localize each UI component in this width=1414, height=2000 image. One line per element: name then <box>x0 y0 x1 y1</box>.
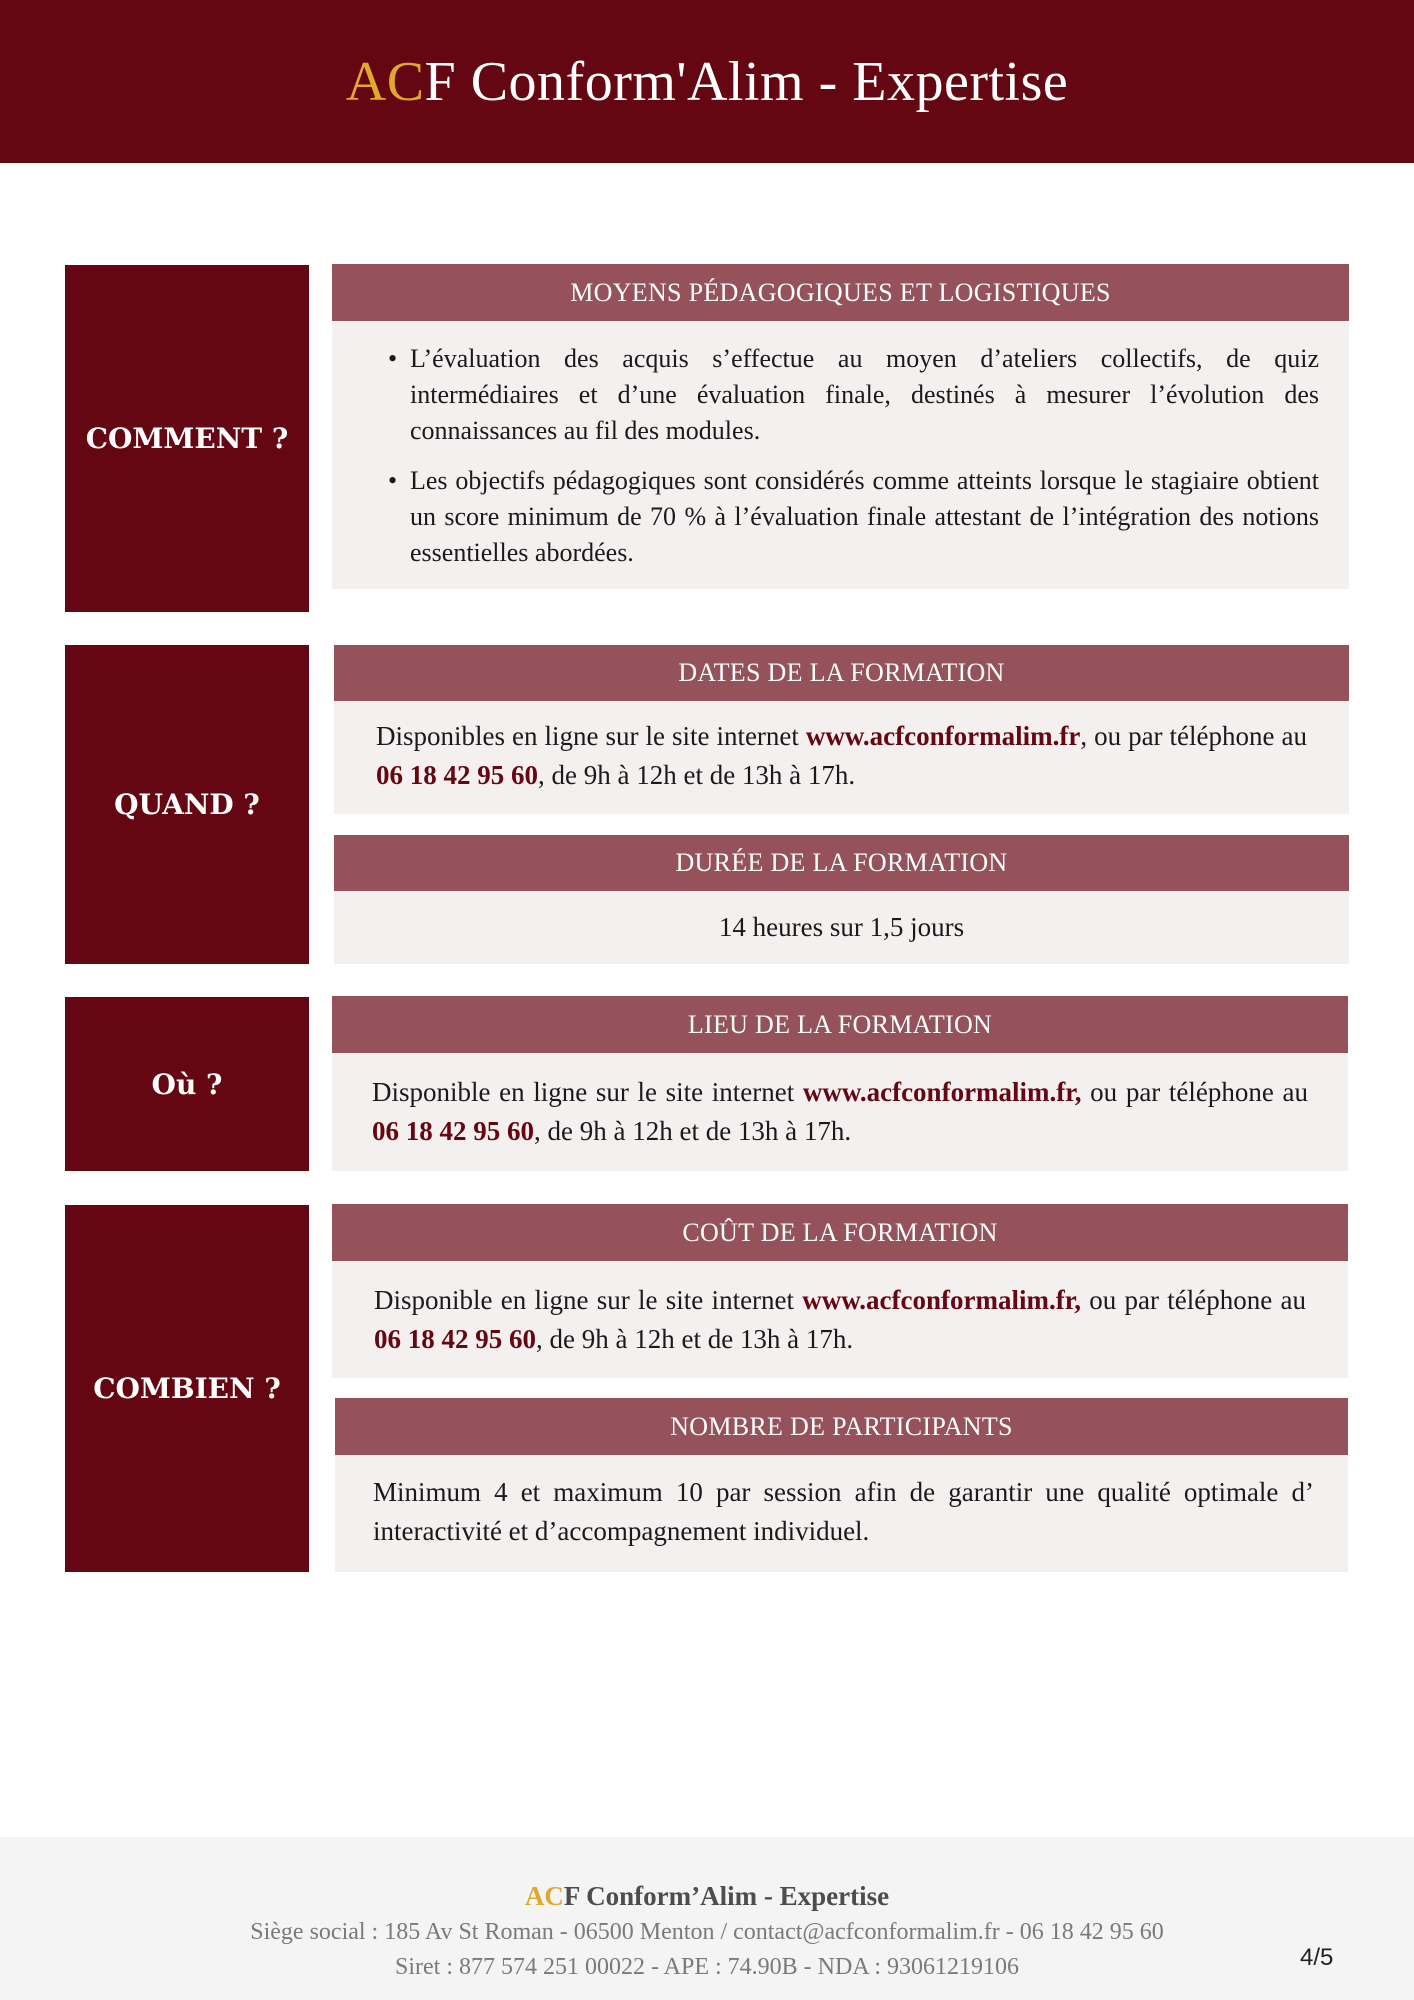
cout-title: COÛT DE LA FORMATION <box>332 1204 1348 1261</box>
footer-brand-rest: F Conform’Alim - Expertise <box>563 1881 890 1911</box>
dates-phone[interactable]: 06 18 42 95 60 <box>376 760 538 790</box>
moyens-bullet-list <box>384 341 1319 571</box>
dates-text-after: , de 9h à 12h et de 13h à 17h. <box>538 760 856 790</box>
cout-website-link[interactable]: www.acfconformalim.fr, <box>802 1285 1081 1315</box>
side-label-combien: COMBIEN ? <box>65 1205 309 1572</box>
dates-title: DATES DE LA FORMATION <box>334 645 1349 701</box>
dates-text <box>376 717 1307 795</box>
side-label-ou: Où ? <box>65 997 309 1171</box>
page-header <box>0 0 1414 163</box>
lieu-panel <box>332 1053 1348 1171</box>
footer-ids: Siret : 877 574 251 00022 - APE : 74.90B - NDA : 93061219106 <box>394 1954 1019 1980</box>
dates-website-link[interactable]: www.acfconformalim.fr <box>805 721 1081 751</box>
moyens-bullet-2: • Les objectifs pédagogiques sont considérés comme atteints lorsque le stagiaire obtient un score minimum de 70 % à l’évaluation finale attestant de l’intégration des notions essentielles abordées. <box>384 463 1319 571</box>
cout-phone[interactable]: 06 18 42 95 60 <box>374 1324 536 1354</box>
lieu-website-link[interactable]: www.acfconformalim.fr, <box>802 1077 1082 1107</box>
duree-panel <box>334 891 1349 964</box>
header-brand-accent: AC <box>345 50 425 113</box>
lieu-title: LIEU DE LA FORMATION <box>332 996 1348 1053</box>
lieu-phone[interactable]: 06 18 42 95 60 <box>372 1116 534 1146</box>
cout-text-after: , de 9h à 12h et de 13h à 17h. <box>536 1324 854 1354</box>
lieu-text-middle: ou par téléphone au <box>1081 1077 1308 1107</box>
lieu-text-after: , de 9h à 12h et de 13h à 17h. <box>534 1116 852 1146</box>
dates-text-middle: , ou par téléphone au <box>1080 721 1307 751</box>
duree-title: DURÉE DE LA FORMATION <box>334 835 1349 891</box>
moyens-bullet-1: • L’évaluation des acquis s’effectue au moyen d’ateliers collectifs, de quiz intermédiaires et d’une évaluation finale, destinés à mesurer l’évolution des connaissances au fil des modules. <box>384 341 1319 449</box>
dates-text-before: Disponibles en ligne sur le site internet <box>376 721 806 751</box>
page-footer <box>0 1837 1414 2000</box>
moyens-panel <box>332 321 1349 589</box>
cout-panel <box>332 1261 1348 1378</box>
footer-brand-accent: AC <box>524 1881 564 1911</box>
participants-text: Minimum 4 et maximum 10 par session afin de garantir une qualité optimale d’ interactivité et d’accompagnement individuel. <box>373 1477 1314 1546</box>
cout-text <box>374 1281 1306 1359</box>
side-label-comment: COMMENT ? <box>65 265 309 612</box>
footer-brand <box>0 1881 1414 1912</box>
header-title <box>346 50 1068 114</box>
lieu-text-before: Disponible en ligne sur le site internet <box>372 1077 803 1107</box>
side-label-quand: QUAND ? <box>65 645 309 964</box>
dates-panel <box>334 701 1349 814</box>
header-brand-rest: F Conform'Alim - Expertise <box>424 50 1069 113</box>
footer-address: Siège social : 185 Av St Roman - 06500 Menton / contact@acfconformalim.fr - 06 18 42 95 60 <box>250 1919 1164 1945</box>
moyens-title: MOYENS PÉDAGOGIQUES ET LOGISTIQUES <box>332 264 1349 321</box>
cout-text-middle: ou par téléphone au <box>1081 1285 1306 1315</box>
cout-text-before: Disponible en ligne sur le site internet <box>374 1285 803 1315</box>
duree-text: 14 heures sur 1,5 jours <box>718 912 965 942</box>
lieu-text <box>372 1073 1308 1151</box>
participants-panel <box>335 1455 1348 1572</box>
participants-title: NOMBRE DE PARTICIPANTS <box>335 1398 1348 1455</box>
page-number: 4/5 <box>1300 1944 1334 1971</box>
